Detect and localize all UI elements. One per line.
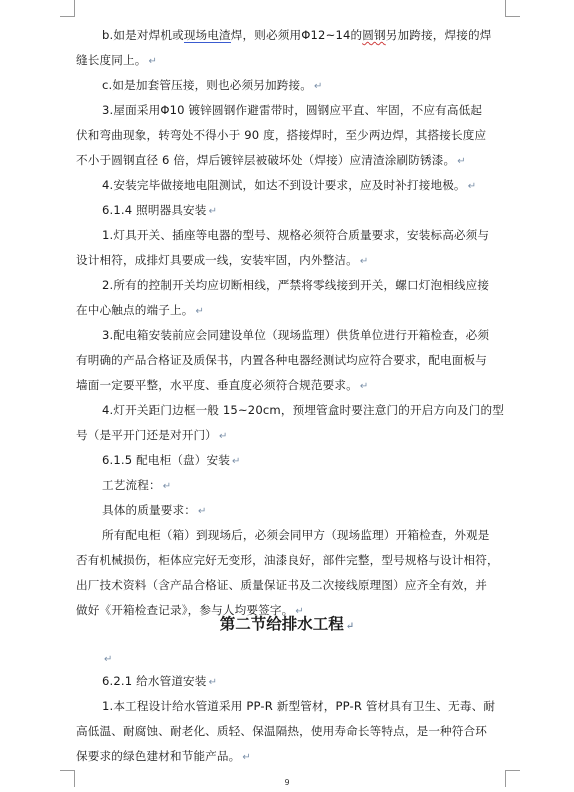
text-line[interactable]: 高低温、耐腐蚀、耐老化、质轻、保温隔热，使用寿命长等特点，是一种符合环 [76, 724, 488, 738]
text-line[interactable]: 2.所有的控制开关均应切断相线，严禁将零线接到开关，螺口灯泡相线应接 [102, 278, 490, 292]
text-line[interactable]: 在中心触点的端子上。 ↵ [76, 303, 204, 317]
text-line[interactable]: 不小于圆钢直径 6 倍，焊后镀锌层被破坏处（焊接）应清渣涂刷防锈漆。 ↵ [76, 153, 466, 167]
text-line[interactable]: 工艺流程： ↵ [102, 478, 172, 492]
text-line[interactable]: 3.屋面采用Φ10 镀锌圆钢作避雷带时，圆钢应平直、牢固，不应有高低起 [102, 103, 483, 117]
subsection-heading[interactable]: 6.2.1 给水管道安装 ↵ [102, 674, 218, 688]
empty-line[interactable]: ↵ [104, 654, 113, 665]
text-line[interactable]: 伏和弯曲现象，转弯处不得小于 90 度，搭接焊时，至少两边焊，其搭接长度应 [76, 128, 487, 142]
text-line[interactable]: 4.灯开关距门边框一般 15~20cm，预埋管盒时要注意门的开启方向及门的型 [102, 403, 504, 417]
text-line[interactable]: 1.本工程设计给水管道采用 PP-R 新型管材，PP-R 管材具有卫生、无毒、耐 [102, 699, 496, 713]
crop-mark-top-right [505, 0, 520, 17]
section-title[interactable]: 第二节给排水工程 ↵ [219, 614, 355, 633]
text-line[interactable]: 有明确的产品合格证及质保书，内置各种电器经测试均应符合要求，配电面板与 [76, 353, 488, 367]
subsection-heading[interactable]: 6.1.5 配电柜（盘）安装 ↵ [102, 453, 241, 467]
text-line[interactable]: 具体的质量要求： ↵ [102, 503, 207, 517]
text-line[interactable]: 出厂技术资料（含产品合格证、质量保证书及二次接线原理图）应齐全有效，并 [76, 578, 488, 592]
text-line[interactable]: 1.灯具开关、插座等电器的型号、规格必须符合质量要求，安装标高必须与 [102, 228, 490, 242]
text-line[interactable]: 设计相符，成排灯具要成一线，安装牢固，内外整洁。 ↵ [76, 253, 369, 267]
text-line[interactable]: 3.配电箱安装前应会同建设单位（现场监理）供货单位进行开箱检查，必须 [102, 328, 490, 342]
crop-mark-top-left [60, 0, 75, 17]
text-line[interactable]: 做好《开箱检查记录》，参与人均要签字。 ↵ [76, 603, 304, 617]
subsection-heading[interactable]: 6.1.4 照明器具安装 ↵ [102, 203, 218, 217]
text-line[interactable]: 否有机械损伤，柜体应完好无变形，油漆良好，部件完整，型号规格与设计相符， [76, 553, 499, 567]
text-line[interactable]: 保要求的绿色建材和节能产品。 ↵ [76, 749, 251, 763]
text-line[interactable]: b.如是对焊机或现场电渣焊，则必须用Φ12~14的圆钢另加跨接，焊接的焊 [102, 28, 492, 42]
text-line[interactable]: 所有配电柜（箱）到现场后，必须会同甲方（现场监理）开箱检查，外观是 [102, 528, 490, 542]
text-line[interactable]: 4.安装完毕做接地电阻测试，如达不到设计要求，应及时补打接地极。 ↵ [102, 178, 477, 192]
text-line[interactable]: 缝长度同上。 ↵ [76, 53, 157, 67]
text-line[interactable]: c.如是加套管压接，则也必须另加跨接。 ↵ [102, 78, 323, 92]
text-line[interactable]: 墙面一定要平整，水平度、垂直度必须符合规范要求。 ↵ [76, 378, 369, 392]
text-line[interactable]: 号（是平开门还是对开门） ↵ [76, 428, 228, 442]
page-number: 9 [284, 778, 290, 787]
